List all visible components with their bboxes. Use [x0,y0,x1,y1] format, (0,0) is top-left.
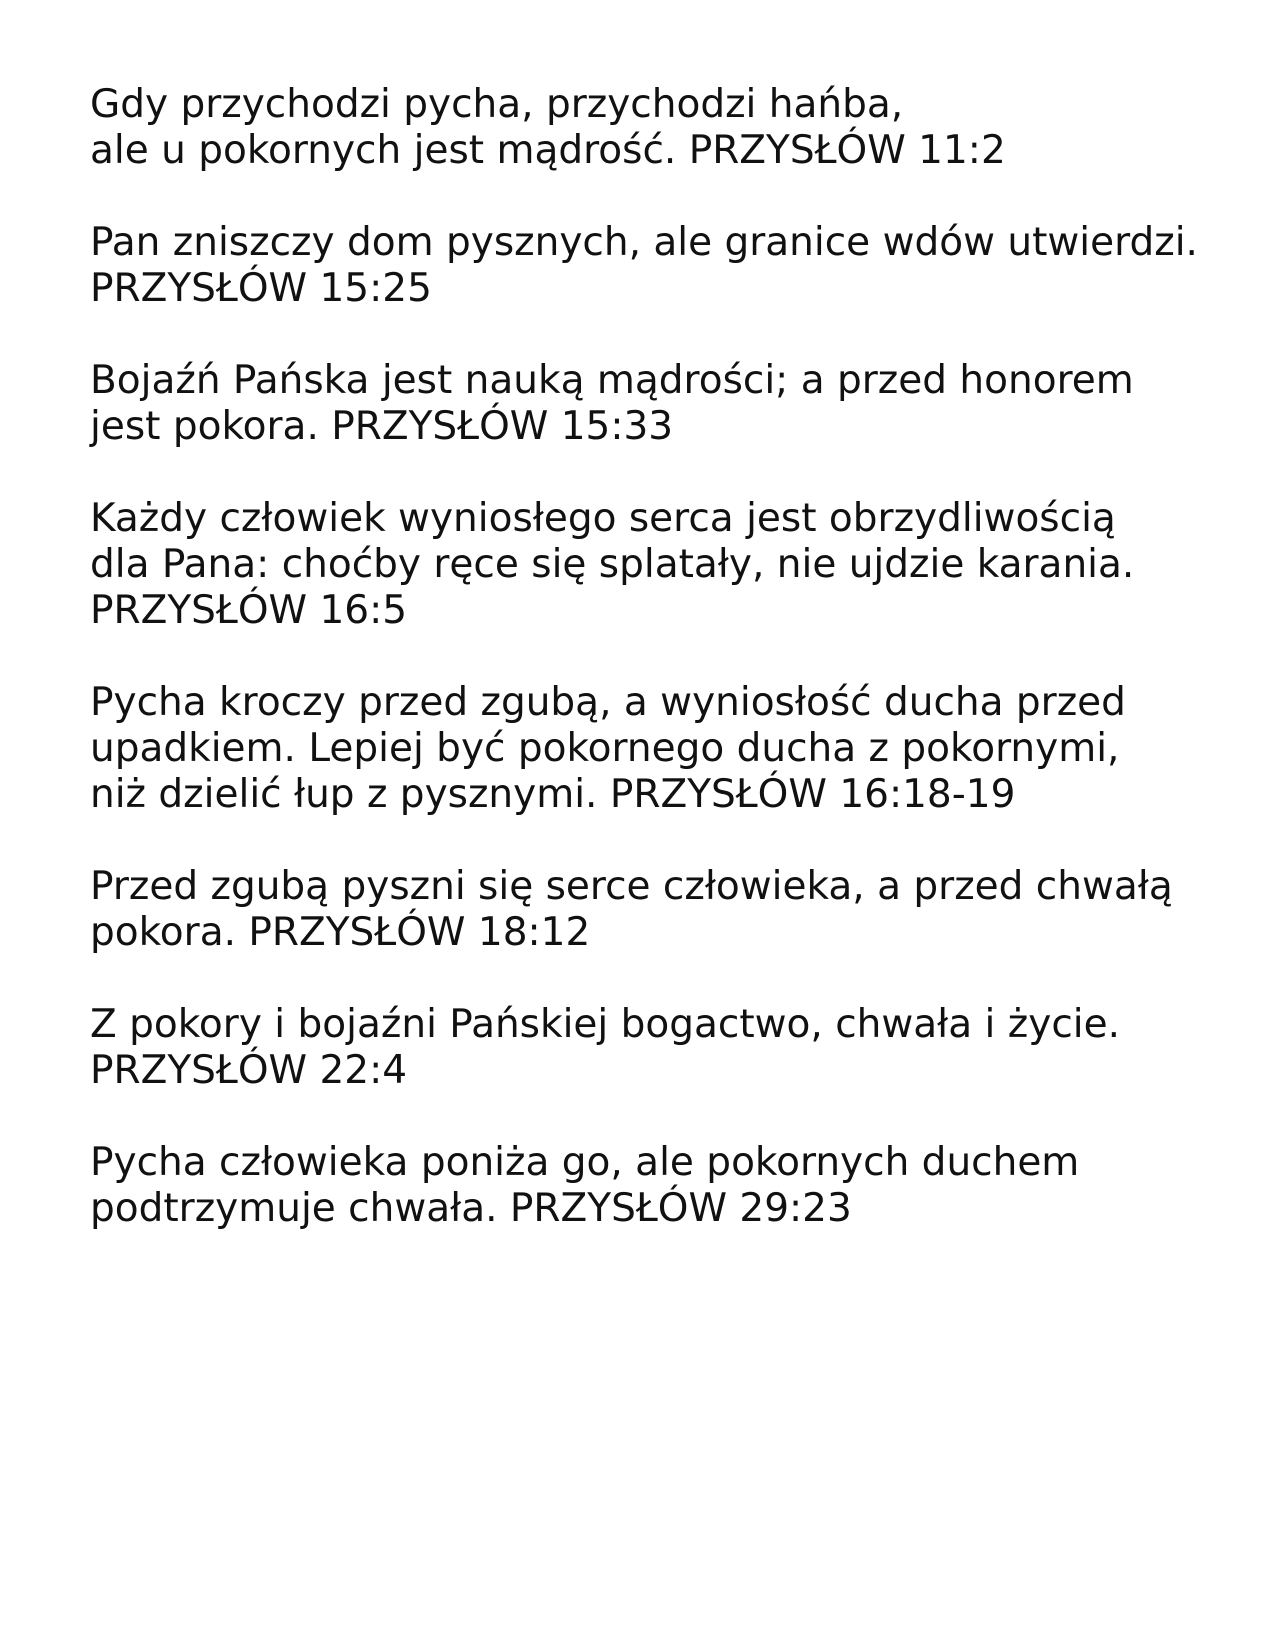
verse-line: Pycha kroczy przed zgubą, a wyniosłość ducha przed [90,680,1126,725]
verse-line: PRZYSŁÓW 22:4 [90,1048,408,1093]
verse-block [90,358,1240,450]
verse-line: Pan zniszczy dom pysznych, ale granice wdów utwierdzi. [90,220,1198,265]
verse-line: upadkiem. Lepiej być pokornego ducha z pokornymi, [90,726,1120,771]
verse-line: niż dzielić łup z pysznymi. PRZYSŁÓW 16:18-19 [90,772,1016,817]
verse-line: jest pokora. PRZYSŁÓW 15:33 [90,404,674,449]
verse-line: podtrzymuje chwała. PRZYSŁÓW 29:23 [90,1186,852,1231]
verse-line: dla Pana: choćby ręce się splatały, nie ujdzie karania. [90,542,1135,587]
verse-line: ale u pokornych jest mądrość. PRZYSŁÓW 11:2 [90,128,1006,173]
verse-block [90,1140,1240,1232]
verse-block [90,864,1240,956]
verse-line: pokora. PRZYSŁÓW 18:12 [90,910,591,955]
verse-block [90,82,1240,174]
verse-line: Bojaźń Pańska jest nauką mądrości; a przed honorem [90,358,1134,403]
verse-block [90,680,1240,818]
verse-line: Z pokory i bojaźni Pańskiej bogactwo, chwała i życie. [90,1002,1120,1047]
document-body [90,82,1240,1278]
verse-line: PRZYSŁÓW 16:5 [90,588,408,633]
verse-block [90,220,1240,312]
verse-line: Gdy przychodzi pycha, przychodzi hańba, [90,82,904,127]
verse-line: Każdy człowiek wyniosłego serca jest obrzydliwością [90,496,1116,541]
verse-line: Pycha człowieka poniża go, ale pokornych duchem [90,1140,1080,1185]
verse-line: PRZYSŁÓW 15:25 [90,266,432,311]
verse-line: Przed zgubą pyszni się serce człowieka, a przed chwałą [90,864,1173,909]
verse-block [90,1002,1240,1094]
verse-block [90,496,1240,634]
